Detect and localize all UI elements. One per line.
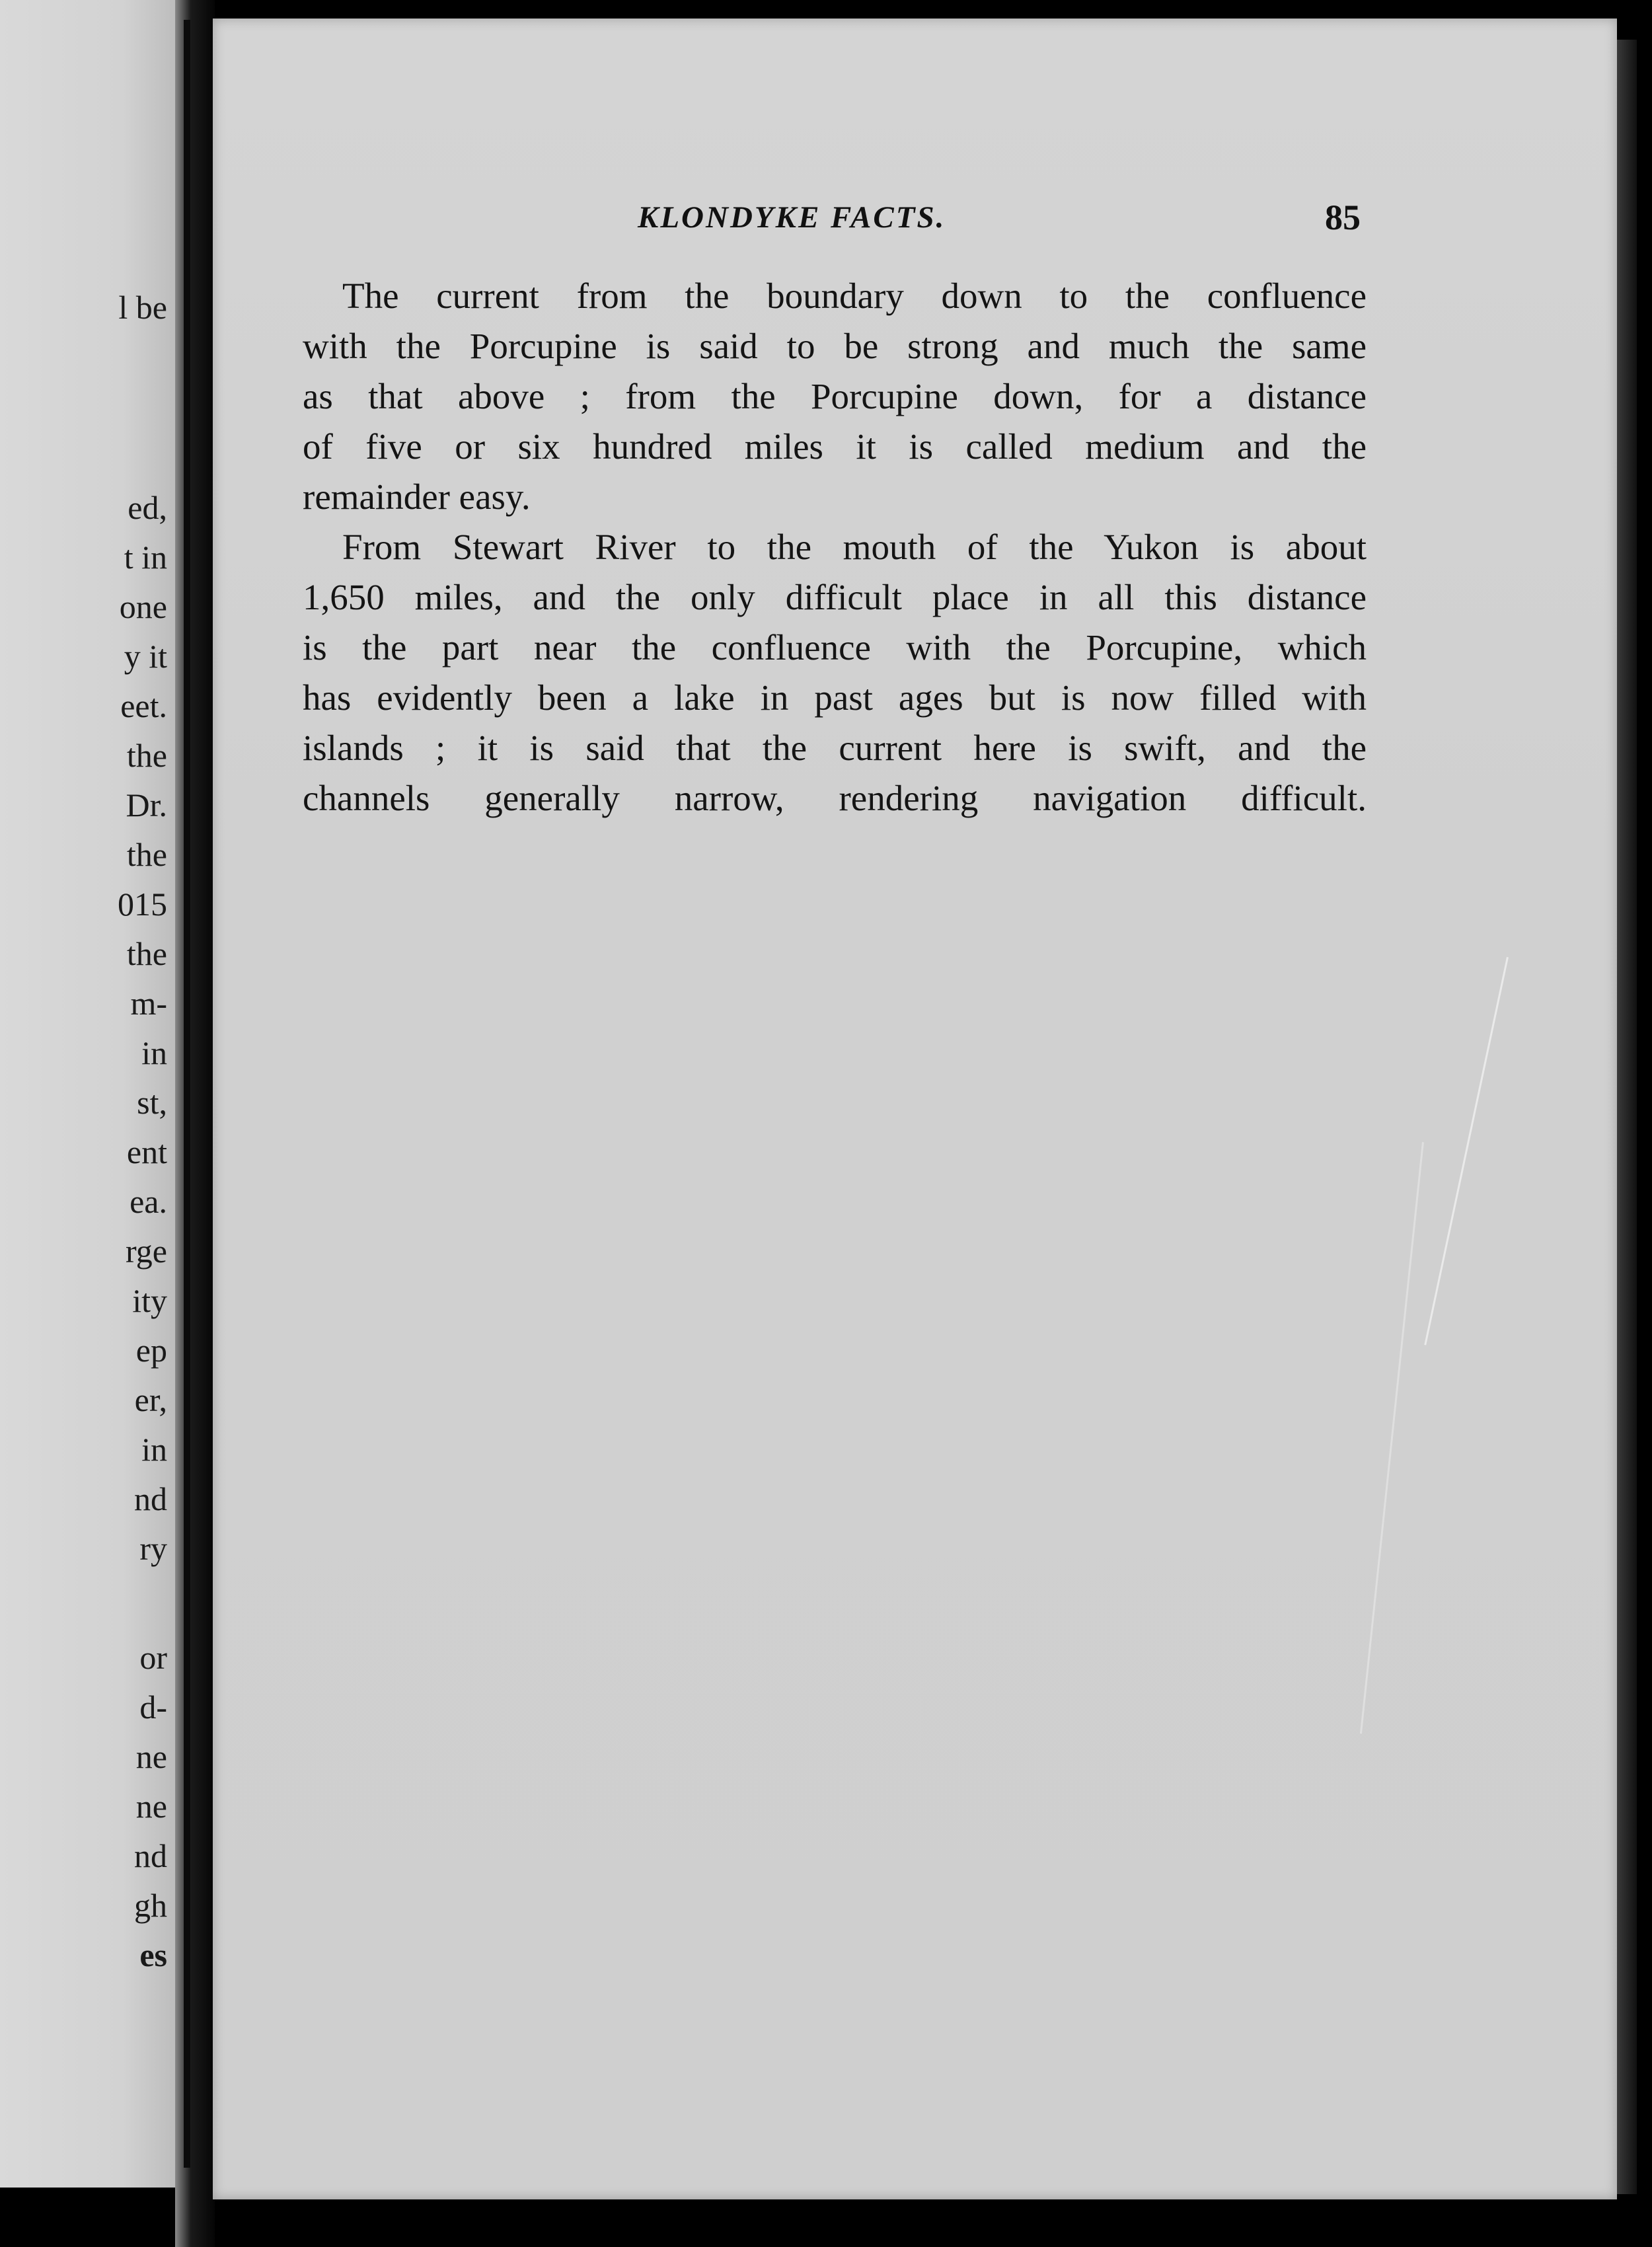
text-line: is the part near the confluence with the Porcupine, which xyxy=(303,627,1367,667)
left-page-line: ry xyxy=(139,1530,167,1567)
body-text xyxy=(303,271,1367,823)
left-page-line: the xyxy=(126,836,167,873)
left-page-line: gh xyxy=(134,1887,167,1924)
left-page-line: nd xyxy=(134,1837,167,1874)
text-line: with the Porcupine is said to be strong and much the same xyxy=(303,326,1367,366)
text-line: of five or six hundred miles it is called medium and the xyxy=(303,426,1367,467)
left-page-line: the xyxy=(126,935,167,972)
text-line: islands ; it is said that the current here is swift, and the xyxy=(303,728,1367,768)
left-page-line: or xyxy=(139,1639,167,1676)
left-page-line: in xyxy=(141,1431,167,1468)
left-page-line: st, xyxy=(137,1084,167,1121)
text-line: has evidently been a lake in past ages but is now filled with xyxy=(303,677,1367,718)
binding-rule xyxy=(184,20,190,2168)
book-gutter xyxy=(175,0,215,2247)
text-line: The current from the boundary down to the confluence xyxy=(342,276,1367,316)
paragraph xyxy=(303,522,1367,823)
left-page-line: ne xyxy=(135,1738,167,1775)
left-page-line: ed, xyxy=(128,489,167,526)
left-page-line: m- xyxy=(130,985,167,1022)
left-page-line: er, xyxy=(134,1381,167,1418)
paragraph xyxy=(303,271,1367,522)
left-page-line: ent xyxy=(126,1133,167,1170)
page-number: 85 xyxy=(1325,198,1361,237)
previous-page-fragment xyxy=(0,0,175,2188)
left-page-line: es xyxy=(139,1936,167,1973)
left-page-line: d- xyxy=(139,1689,167,1726)
left-page-line: in xyxy=(141,1034,167,1071)
left-page-line: eet. xyxy=(120,687,167,724)
left-page-line: 015 xyxy=(118,886,167,923)
text-line: remainder easy. xyxy=(303,476,531,517)
left-page-line: Dr. xyxy=(126,786,167,823)
left-page-line: ne xyxy=(135,1788,167,1825)
left-page-line: ity xyxy=(132,1282,167,1319)
left-page-line: rge xyxy=(126,1233,167,1270)
text-line: 1,650 miles, and the only difficult place in all this distance xyxy=(303,577,1367,617)
running-head: KLONDYKE FACTS. xyxy=(638,200,946,235)
text-line: channels generally narrow, rendering navigation difficult. xyxy=(303,778,1367,818)
left-page-line: l be xyxy=(118,289,167,326)
page-edge xyxy=(1617,40,1637,2194)
scratch-mark xyxy=(1360,1142,1424,1733)
scratch-mark xyxy=(1424,957,1509,1346)
left-page-line: the xyxy=(126,737,167,774)
left-page-line: one xyxy=(119,588,167,625)
text-line: as that above ; from the Porcupine down, for a distance xyxy=(303,376,1367,416)
left-page-line: y it xyxy=(124,638,167,675)
left-page-line: t in xyxy=(124,539,167,576)
left-page-line: ea. xyxy=(130,1183,167,1220)
left-page-line: nd xyxy=(134,1480,167,1517)
left-page-line: ep xyxy=(135,1332,167,1369)
text-line: From Stewart River to the mouth of the Yukon is about xyxy=(342,527,1367,567)
